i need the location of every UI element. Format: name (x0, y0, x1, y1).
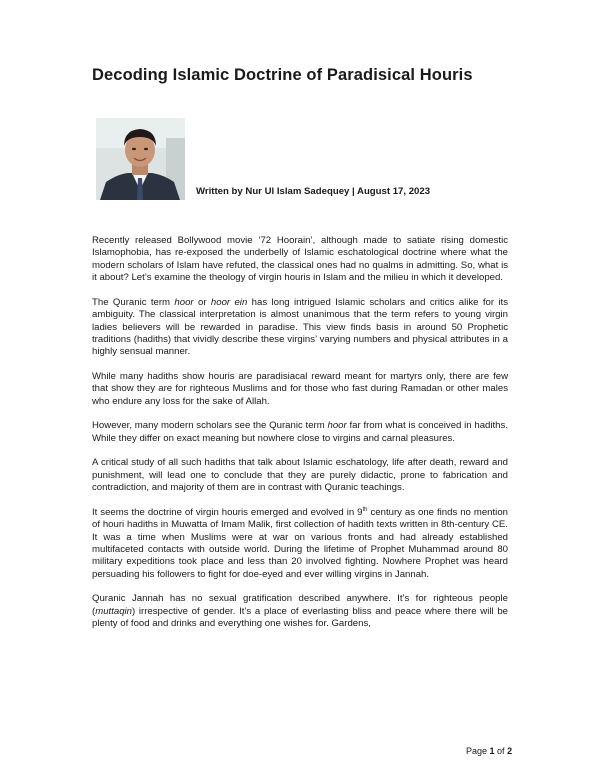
paragraph-6-text: It seems the doctrine of virgin houris emerged and evolved in 9 (92, 506, 363, 518)
current-page: 1 (489, 746, 495, 756)
paragraph-4 (92, 420, 508, 445)
paragraph-3: While many hadiths show houris are paradisiacal reward meant for martyrs only, there are few that show they are for righteous Muslims and for those who fast during Ramadan or other males who endure any loss for the sake of Allah. (92, 371, 508, 407)
term-hoor-ein: hoor ein (210, 296, 248, 308)
paragraph-7-text: Quranic Jannah has no sexual gratification described anywhere. It’s for righteous people ( (92, 593, 508, 617)
term-hoor: hoor (327, 420, 347, 432)
paragraph-2 (92, 297, 508, 359)
article-title: Decoding Islamic Doctrine of Paradisical Houris (92, 66, 473, 84)
paragraph-4-text: far from what is conceived in hadiths. While they differ on exact meaning but nowhere close to virgins and carnal pleasures. (92, 420, 508, 444)
term-hoor: hoor (174, 296, 194, 308)
page-label: Page (466, 746, 490, 756)
article-byline: Written by Nur Ul Islam Sadequey | August 17, 2023 (196, 186, 431, 197)
paragraph-5: A critical study of all such hadiths that talk about Islamic eschatology, life after death, reward and punishment, will lead one to conclude that they are purely didactic, prone to fabrication and contradiction, and majority of them are in contrast with Quranic teachings. (92, 457, 508, 494)
paragraph-1: Recently released Bollywood movie ‘72 Hoorain’, although made to satiate rising domestic Islamophobia, has re-exposed the underbelly of Islamic eschatological doctrine where what the modern scholars of Islam have refuted, the classical ones had no qualms in admitting. So, what is it about? Let’s examine the theology of virgin houris in Islam and the milieu in which it developed. (92, 235, 508, 284)
page-number (466, 746, 512, 756)
total-pages: 2 (507, 746, 513, 756)
article-body (92, 235, 508, 643)
paragraph-7-text: ) irrespective of gender. It’s a place of everlasting bliss and peace where there will be plenty of food and drinks and everything one wishes for. Gardens, (92, 605, 508, 630)
superscript-th: th (362, 506, 368, 513)
paragraph-7 (92, 593, 508, 630)
paragraph-2-text: The Quranic term (92, 296, 175, 308)
paragraph-4-text: However, many modern scholars see the Quranic term (92, 420, 328, 432)
paragraph-2-text: has long intrigued Islamic scholars and critics alike for its ambiguity. The classical interpretation is almost unanimous that the term refers to young virgin ladies believers will be rewarded in paradise. This view finds basis in around 50 Prophetic traditions (hadiths) that vividly describe these virgins’ varying numbers and physical attributes in a highly sensual manner. (92, 296, 508, 358)
paragraph-6-text: century as one finds no mention of houri hadiths in Muwatta of Imam Malik, first collection of hadith texts written in 8th-century CE. It was a time when Muslims were at war on various fronts and had already established multifaceted contacts with outside world. During the lifetime of Prophet Muhammad around 80 military expeditions took place and less than 20 involved fighting. Nowhere Prophet was heard persuading his followers to fight for doe-eyed and ever willing virgins in Jannah. (92, 506, 508, 580)
paragraph-6 (92, 507, 508, 581)
page-of: of (494, 746, 508, 756)
author-photo (96, 118, 185, 200)
paragraph-2-text: or (193, 296, 211, 308)
term-muttaqin: muttaqin (95, 605, 132, 617)
